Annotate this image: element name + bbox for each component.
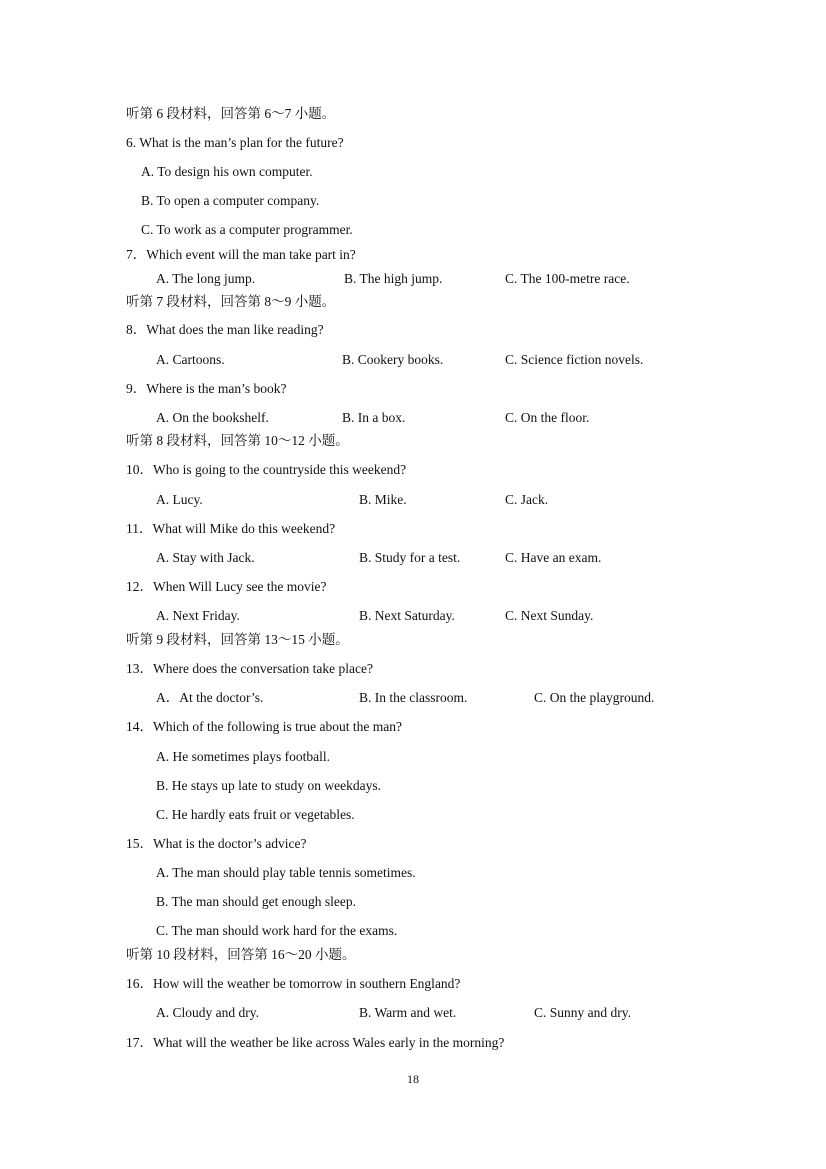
question-stem: 13．Where does the conversation take place? [126, 661, 374, 676]
option-c: C. To work as a computer programmer. [141, 222, 353, 237]
option-a: A. On the bookshelf. [156, 410, 269, 425]
option-c: C. Science fiction novels. [505, 352, 644, 367]
question-stem: 10．Who is going to the countryside this weekend? [126, 462, 407, 477]
option-b: B. To open a computer company. [141, 193, 320, 208]
question-stem: 6. What is the man’s plan for the future? [126, 135, 344, 150]
option-c: C. Sunny and dry. [534, 1005, 631, 1020]
question-stem: 7．Which event will the man take part in? [126, 247, 356, 262]
question-stem: 12．When Will Lucy see the movie? [126, 579, 327, 594]
option-a: A. He sometimes plays football. [156, 749, 330, 764]
option-c: C. On the playground. [534, 690, 655, 705]
option-c: C. On the floor. [505, 410, 590, 425]
section-8-heading: 听第 8 段材料，回答第 10～12 小题。 [126, 433, 349, 448]
question-stem: 15．What is the doctor’s advice? [126, 836, 307, 851]
question-stem: 8．What does the man like reading? [126, 322, 324, 337]
option-a: A. Stay with Jack. [156, 550, 255, 565]
section-7-heading: 听第 7 段材料，回答第 8～9 小题。 [126, 294, 336, 309]
option-a: A. Lucy. [156, 492, 203, 507]
option-b: B. In a box. [342, 410, 406, 425]
option-a: A. To design his own computer. [141, 164, 313, 179]
option-b: B. Cookery books. [342, 352, 444, 367]
option-b: B. Mike. [359, 492, 407, 507]
option-c: C. He hardly eats fruit or vegetables. [156, 807, 355, 822]
section-9-heading: 听第 9 段材料，回答第 13～15 小题。 [126, 632, 349, 647]
option-c: C. Next Sunday. [505, 608, 594, 623]
option-c: C. The man should work hard for the exams. [156, 923, 398, 938]
section-10-heading: 听第 10 段材料，回答第 16～20 小题。 [126, 947, 356, 962]
option-a: A. Cartoons. [156, 352, 225, 367]
page-number: 18 [407, 1072, 419, 1086]
option-c: C. Have an exam. [505, 550, 602, 565]
option-c: C. The 100-metre race. [505, 271, 630, 286]
question-stem: 17．What will the weather be like across Wales early in the morning? [126, 1035, 505, 1050]
question-stem: 11．What will Mike do this weekend? [126, 521, 336, 536]
option-b: B. Next Saturday. [359, 608, 455, 623]
option-b: B. In the classroom. [359, 690, 468, 705]
question-stem: 14．Which of the following is true about the man? [126, 719, 402, 734]
option-b: B. The high jump. [344, 271, 443, 286]
section-6-heading: 听第 6 段材料，回答第 6～7 小题。 [126, 106, 336, 121]
option-a: A. Cloudy and dry. [156, 1005, 259, 1020]
option-b: B. Study for a test. [359, 550, 461, 565]
option-a: A. The man should play table tennis sometimes. [156, 865, 416, 880]
question-stem: 16．How will the weather be tomorrow in southern England? [126, 976, 461, 991]
option-b: B. Warm and wet. [359, 1005, 457, 1020]
option-b: B. He stays up late to study on weekdays. [156, 778, 381, 793]
option-c: C. Jack. [505, 492, 549, 507]
option-b: B. The man should get enough sleep. [156, 894, 356, 909]
option-a: A．At the doctor’s. [156, 690, 264, 705]
option-a: A. Next Friday. [156, 608, 240, 623]
option-a: A. The long jump. [156, 271, 256, 286]
question-stem: 9．Where is the man’s book? [126, 381, 287, 396]
